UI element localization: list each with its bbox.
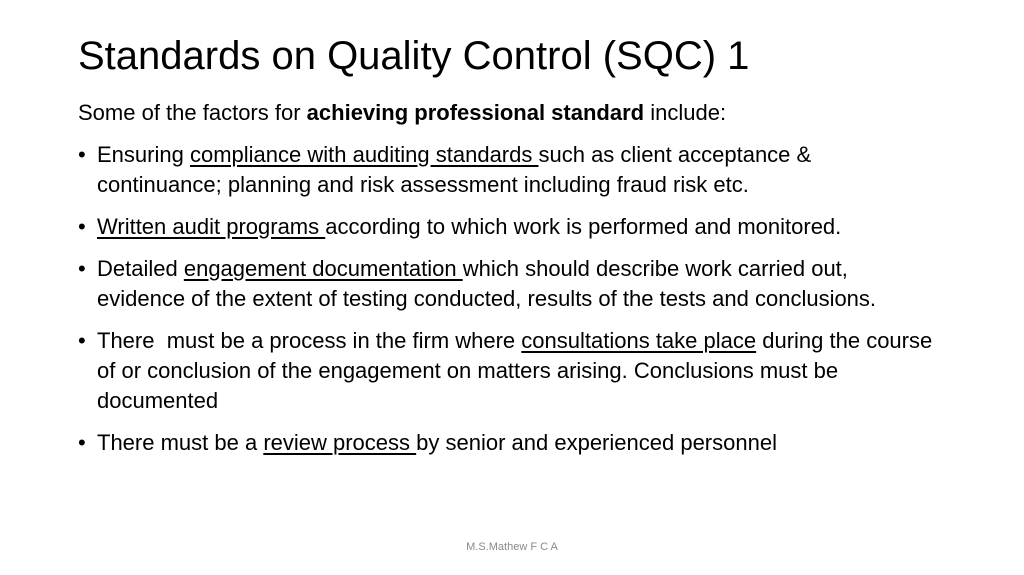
bullet-underlined: Written audit programs	[97, 214, 326, 239]
bullet-after: which should describe work carried out, evidence of the extent of testing conducted, results of the tests and conclusions.	[97, 256, 877, 311]
bullet-dot-icon: •	[78, 142, 86, 167]
bullet-dot-icon: •	[78, 430, 86, 455]
bullet-before: Detailed	[97, 256, 184, 281]
bullet-item	[78, 254, 938, 314]
bullet-item	[78, 140, 938, 200]
intro-bold: achieving professional standard	[306, 100, 645, 125]
bullet-list	[78, 140, 938, 470]
intro-before: Some of the factors for	[78, 100, 307, 125]
bullet-after: during the course of or conclusion of the engagement on matters arising. Conclusions must be documented	[97, 328, 933, 413]
bullet-before: Ensuring	[97, 142, 190, 167]
slide-footer: M.S.Mathew F C A	[466, 541, 558, 553]
slide-title: Standards on Quality Control (SQC) 1	[78, 34, 750, 78]
bullet-after: such as client acceptance & continuance; planning and risk assessment including fraud risk etc.	[97, 142, 812, 197]
bullet-dot-icon: •	[78, 328, 86, 353]
intro-text	[78, 98, 726, 128]
bullet-dot-icon: •	[78, 256, 86, 281]
bullet-underlined: engagement documentation	[183, 256, 463, 281]
bullet-before: There must be a	[97, 430, 264, 455]
bullet-before: There must be a process in the firm where	[97, 328, 522, 353]
bullet-item	[78, 212, 938, 242]
bullet-underlined: compliance with auditing standards	[189, 142, 539, 167]
bullet-underlined: consultations take place	[521, 328, 757, 353]
bullet-after: according to which work is performed and monitored.	[325, 214, 842, 239]
bullet-underlined: review process	[263, 430, 417, 455]
intro-after: include:	[644, 100, 727, 125]
bullet-dot-icon: •	[78, 214, 86, 239]
bullet-after: by senior and experienced personnel	[416, 430, 777, 455]
bullet-item	[78, 326, 938, 416]
bullet-item	[78, 428, 938, 458]
